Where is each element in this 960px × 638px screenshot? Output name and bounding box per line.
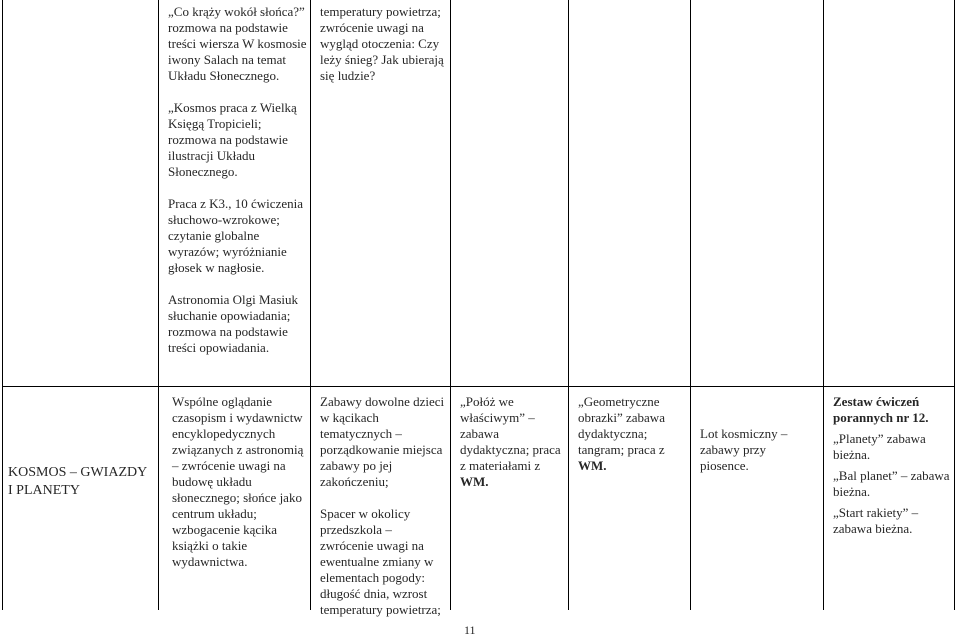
col-divider-3 xyxy=(450,0,451,610)
bottom-col3-p2: Spacer w okolicy przedszkola – zwrócenie uwagi na ewentualne zmiany w elementach pogody: długość dnia, wzrost temperatury powietrza; xyxy=(320,506,441,617)
col-divider-6 xyxy=(823,0,824,610)
bottom-col3-cell xyxy=(320,394,448,618)
row-divider xyxy=(2,386,955,387)
top-col2-p3: Praca z K3., 10 ćwiczenia słuchowo-wzrokowe; czytanie globalne wyrazów; wyróżnianie głosek w nagłosie. xyxy=(168,196,303,275)
bottom-col5-text: „Geometryczne obrazki” zabawa dydaktyczna; tangram; praca z xyxy=(578,394,665,457)
bottom-col2-cell xyxy=(172,394,308,570)
bottom-col7-item-3: „Start rakiety” – zabawa bieżna. xyxy=(833,505,919,536)
top-col3-cell xyxy=(320,4,448,84)
col-divider-4 xyxy=(568,0,569,610)
bottom-col7-heading: Zestaw ćwiczeń porannych nr 12. xyxy=(833,394,929,425)
theme-cell xyxy=(8,464,154,500)
bottom-col5-bold: WM. xyxy=(578,458,607,473)
bottom-col7-item-2: „Bal planet” – zabawa bieżna. xyxy=(833,468,950,499)
top-col2-p1: „Co krąży wokół słońca?” rozmowa na podstawie treści wiersza W kosmosie iwony Salach na temat Układu Słonecznego. xyxy=(168,4,307,83)
top-col2-p2: „Kosmos praca z Wielką Księgą Tropicieli; rozmowa na podstawie ilustracji Układu Słonecznego. xyxy=(168,100,297,179)
bottom-col4-text: „Połóż we właściwym” – zabawa dydaktyczna; praca z materiałami z xyxy=(460,394,561,473)
bottom-col6-cell xyxy=(700,426,810,474)
theme-title: KOSMOS – GWIAZDY I PLANETY xyxy=(8,465,147,498)
bottom-col7-item-1: „Planety” zabawa bieżna. xyxy=(833,431,926,462)
col-divider-2 xyxy=(310,0,311,610)
bottom-col5-cell xyxy=(578,394,688,474)
top-col2-cell xyxy=(168,4,308,356)
top-col2-p4: Astronomia Olgi Masiuk słuchanie opowiadania; rozmowa na podstawie treści opowiadania. xyxy=(168,292,298,355)
bottom-col3-p1: Zabawy dowolne dzieci w kącikach tematycznych – porządkowanie miejsca zabawy po jej zakończeniu; xyxy=(320,394,445,489)
bottom-col4-bold: WM. xyxy=(460,474,489,489)
bottom-col4-cell xyxy=(460,394,566,490)
table-border-right xyxy=(954,0,955,610)
top-col3-text: temperatury powietrza; zwrócenie uwagi na wygląd otoczenia: Czy leży śnieg? Jak ubierają się ludzie? xyxy=(320,4,444,83)
bottom-col6-text: Lot kosmiczny – zabawy przy piosence. xyxy=(700,426,788,473)
col-divider-5 xyxy=(690,0,691,610)
col-divider-1 xyxy=(158,0,159,610)
bottom-col2-text: Wspólne oglądanie czasopism i wydawnictw encyklopedycznych związanych z astronomią – zwrócenie uwagi na budowę układu słonecznego; słońce jako centrum układu; wzbogacenie kącika książki o takie wydawnictwa. xyxy=(172,394,304,569)
bottom-col7-cell xyxy=(833,394,951,537)
table-border-left xyxy=(2,0,3,610)
page-number: 11 xyxy=(464,623,476,637)
